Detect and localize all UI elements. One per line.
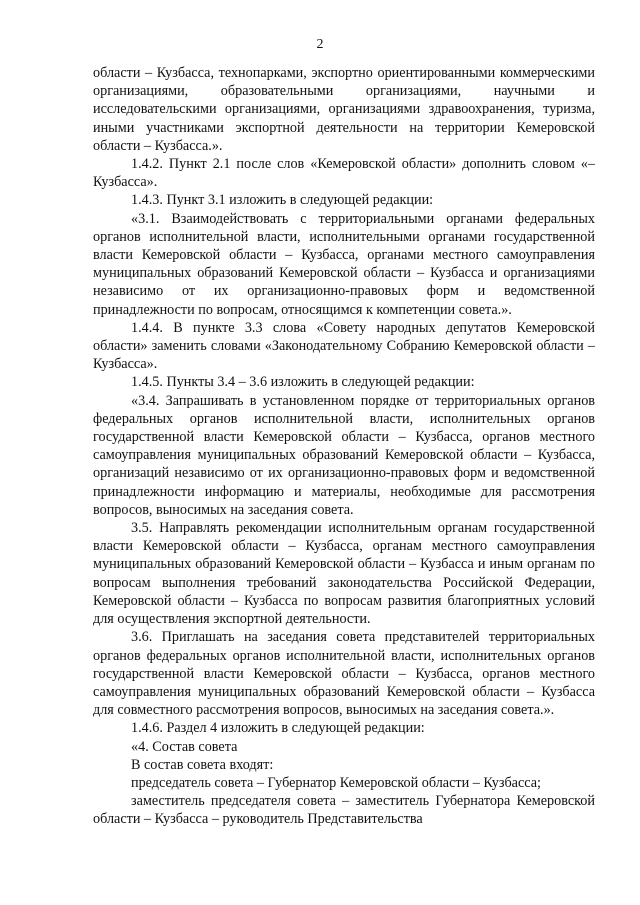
paragraph: 3.6. Приглашать на заседания совета представителей территориальных органов федеральных органов исполнительной власти, исполнительных органов государственной власти Кемеровской области – Кузбасса, органов местного самоуправления муниципальных образований Кемеровской области – Кузбасса для совместного рассмотрения вопросов, выносимых на заседания совета.». xyxy=(93,629,595,719)
document-body xyxy=(93,64,595,829)
paragraph: «3.1. Взаимодействовать с территориальными органами федеральных органов исполнительной власти, исполнительными органами государственной власти Кемеровской области – Кузбасса, органами местного самоуправления муниципальных образований Кемеровской области – Кузбасса и организациями независимо от их организационно-правовых форм и ведомственной принадлежности по вопросам, относящимся к компетенции совета.». xyxy=(93,210,595,318)
page-number: 2 xyxy=(316,37,324,52)
paragraph: 1.4.5. Пункты 3.4 – 3.6 изложить в следующей редакции: xyxy=(131,374,475,391)
paragraph: «3.4. Запрашивать в установленном порядке от территориальных органов федеральных органов исполнительной власти, исполнительных органов государственной власти Кемеровской области – Кузбасса, органов местного самоуправления муниципальных образований Кемеровской области – Кузбасса, организаций независимо от их организационно-правовых форм и ведомственной принадлежности информацию и материалы, необходимые для рассмотрения вопросов, выносимых на заседания совета. xyxy=(93,392,595,518)
paragraph: 1.4.4. В пункте 3.3 слова «Совету народных депутатов Кемеровской области» заменить словами «Законодательному Собранию Кемеровской области – Кузбасса». xyxy=(93,319,595,373)
paragraph: области – Кузбасса, технопарками, экспортно ориентированными коммерческими организациями, образовательными организациями, научными и исследовательскими организациями, организациями здравоохранения, туризма, иными участниками экспортной деятельности на территории Кемеровской области – Кузбасса.». xyxy=(93,65,595,154)
paragraph: заместитель председателя совета – заместитель Губернатора Кемеровской области – Кузбасса – руководитель Представительства xyxy=(93,793,595,828)
paragraph: 1.4.3. Пункт 3.1 изложить в следующей редакции: xyxy=(131,192,434,209)
paragraph: В состав совета входят: xyxy=(131,756,274,773)
paragraph: 1.4.6. Раздел 4 изложить в следующей редакции: xyxy=(131,720,425,737)
paragraph: 3.5. Направлять рекомендации исполнительным органам государственной власти Кемеровской области – Кузбасса, органам местного самоуправления муниципальных образований Кемеровской области – Кузбасса и иным органам по вопросам выполнения требований законодательства Российской Федерации, Кемеровской области – Кузбасса по вопросам развития благоприятных условий для осуществления экспортной деятельности. xyxy=(93,520,595,628)
paragraph: 1.4.2. Пункт 2.1 после слов «Кемеровской области» дополнить словом «– Кузбасса». xyxy=(93,156,595,191)
section-heading: «4. Состав совета xyxy=(131,738,238,755)
paragraph: председатель совета – Губернатор Кемеровской области – Кузбасса; xyxy=(131,774,541,791)
